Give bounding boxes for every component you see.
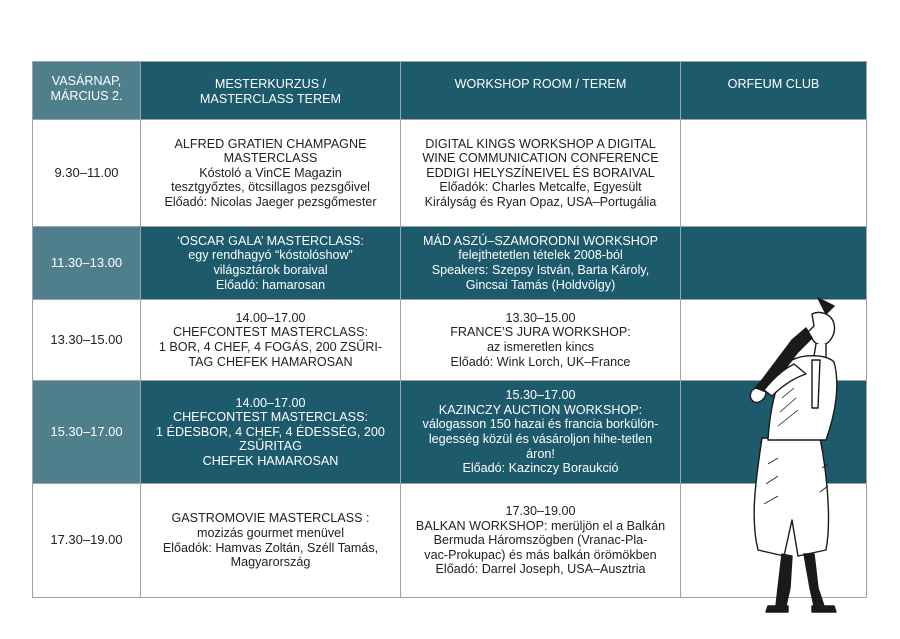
- table-row: [33, 484, 867, 598]
- cell-line: felejthetetlen tételek 2008-ból: [458, 248, 623, 263]
- cell-line: áron!: [526, 446, 555, 461]
- cell-line: ALFRED GRATIEN CHAMPAGNE: [174, 136, 367, 151]
- column-header-line: MESTERKURZUS /: [214, 77, 327, 91]
- workshop-cell: [401, 120, 681, 227]
- cell-line: 15.30–17.00: [505, 388, 576, 403]
- masterclass-cell: [141, 381, 401, 484]
- cell-line: az ismeretlen kincs: [486, 340, 595, 354]
- cell-line: 14.00–17.00: [235, 310, 306, 325]
- cell-line: GASTROMOVIE MASTERCLASS :: [171, 511, 370, 526]
- table-row: [33, 227, 867, 300]
- cell-line: 1 BOR, 4 CHEF, 4 FOGÁS, 200 ZSŰRI-: [158, 340, 383, 354]
- workshop-cell: [401, 484, 681, 598]
- cell-line: Királyság és Ryan Opaz, USA–Portugália: [424, 194, 657, 209]
- column-header-line: ORFEUM CLUB: [727, 77, 820, 91]
- shoe-right-shape: [812, 606, 836, 612]
- day-header: [33, 62, 141, 120]
- masterclass-cell: [141, 120, 401, 227]
- cell-line: világsztárok boraival: [213, 263, 328, 277]
- time-cell: 17.30–19.00: [33, 484, 141, 598]
- cell-line: Előadó: Darrel Joseph, USA–Ausztria: [435, 562, 646, 577]
- cell-line: Gincsai Tamás (Holdvölgy): [465, 277, 616, 292]
- cell-line: BALKAN WORKSHOP: merüljön el a Balkán: [415, 518, 666, 533]
- orfeum-column-header: [681, 62, 867, 120]
- cell-line: KAZINCZY AUCTION WORKSHOP:: [438, 402, 643, 417]
- cell-line: Előadó: Wink Lorch, UK–France: [450, 354, 631, 369]
- orfeum-cell: [681, 227, 867, 300]
- masterclass-cell: [141, 484, 401, 598]
- cell-line: Magyarország: [230, 555, 311, 570]
- workshop-column-header: [401, 62, 681, 120]
- table-row: [33, 300, 867, 381]
- cell-line: 13.30–15.00: [505, 310, 576, 325]
- cell-line: 1 ÉDESBOR, 4 CHEF, 4 ÉDESSÉG, 200: [156, 424, 385, 439]
- cell-line: DIGITAL KINGS WORKSHOP A DIGITAL: [425, 136, 656, 151]
- cell-line: vac-Prokupac) és más balkán örömökben: [424, 547, 657, 562]
- header-row: [33, 62, 867, 120]
- workshop-cell: [401, 381, 681, 484]
- cell-line: legesség közül és vásároljon hihe-tetlen: [428, 432, 653, 446]
- cell-line: EDDIGI HELYSZÍNEIVEL ÉS BORAIVAL: [426, 165, 655, 180]
- orfeum-cell: [681, 484, 867, 598]
- time-cell: 15.30–17.00: [33, 381, 141, 484]
- orfeum-cell: [681, 381, 867, 484]
- cell-line: Előadó: hamarosan: [215, 277, 326, 292]
- masterclass-cell: [141, 300, 401, 381]
- workshop-cell: [401, 300, 681, 381]
- column-header-line: MASTERCLASS TEREM: [199, 91, 342, 106]
- cell-line: Előadó: Nicolas Jaeger pezsgőmester: [164, 194, 377, 209]
- cell-line: Előadók: Hamvas Zoltán, Széll Tamás,: [162, 540, 379, 555]
- cell-line: Speakers: Szepsy István, Barta Károly,: [431, 263, 650, 277]
- cell-line: Bermuda Háromszögben (Vranac-Pla-: [433, 533, 648, 548]
- cell-line: egy rendhagyó “kóstolóshow”: [188, 248, 353, 263]
- cell-line: tesztgyőztes, ötcsillagos pezsgőivel: [171, 180, 370, 195]
- shoe-left-shape: [766, 606, 788, 612]
- table-row: [33, 381, 867, 484]
- cell-line: Előadó: Kazinczy Boraukció: [462, 461, 619, 476]
- cell-line: MÁD ASZÚ–SZAMORODNI WORKSHOP: [422, 233, 659, 248]
- orfeum-cell: [681, 300, 867, 381]
- orfeum-cell: [681, 120, 867, 227]
- table-row: [33, 120, 867, 227]
- cell-line: ‘OSCAR GALA’ MASTERCLASS:: [177, 233, 364, 248]
- time-cell: 9.30–11.00: [33, 120, 141, 227]
- cell-line: 17.30–19.00: [505, 504, 576, 519]
- time-cell: 13.30–15.00: [33, 300, 141, 381]
- cell-line: 14.00–17.00: [235, 395, 306, 410]
- cell-line: Előadók: Charles Metcalfe, Egyesült: [439, 180, 642, 195]
- day-header-line: MÁRCIUS 2.: [50, 88, 123, 103]
- cell-line: mozizás gourmet menüvel: [197, 525, 344, 540]
- cell-line: CHEFCONTEST MASTERCLASS:: [172, 410, 368, 425]
- cell-line: válogasson 150 hazai és francia borkülön-: [422, 417, 659, 432]
- cell-line: Kóstoló a VinCE Magazin: [199, 165, 342, 180]
- cell-line: WINE COMMUNICATION CONFERENCE: [422, 151, 659, 166]
- program-table: [32, 61, 867, 598]
- cell-line: ZSŰRITAG: [239, 439, 302, 454]
- masterclass-cell: [141, 227, 401, 300]
- day-header-line: VASÁRNAP,: [51, 74, 122, 88]
- workshop-cell: [401, 227, 681, 300]
- cell-line: CHEFCONTEST MASTERCLASS:: [172, 325, 368, 340]
- cell-line: MASTERCLASS: [223, 151, 318, 166]
- cell-line: TAG CHEFEK HAMAROSAN: [188, 354, 353, 369]
- cell-line: FRANCE’S JURA WORKSHOP:: [450, 325, 631, 340]
- time-cell: 11.30–13.00: [33, 227, 141, 300]
- cell-line: CHEFEK HAMAROSAN: [202, 453, 339, 468]
- masterclass-column-header: [141, 62, 401, 120]
- column-header-line: WORKSHOP ROOM / TEREM: [454, 77, 627, 91]
